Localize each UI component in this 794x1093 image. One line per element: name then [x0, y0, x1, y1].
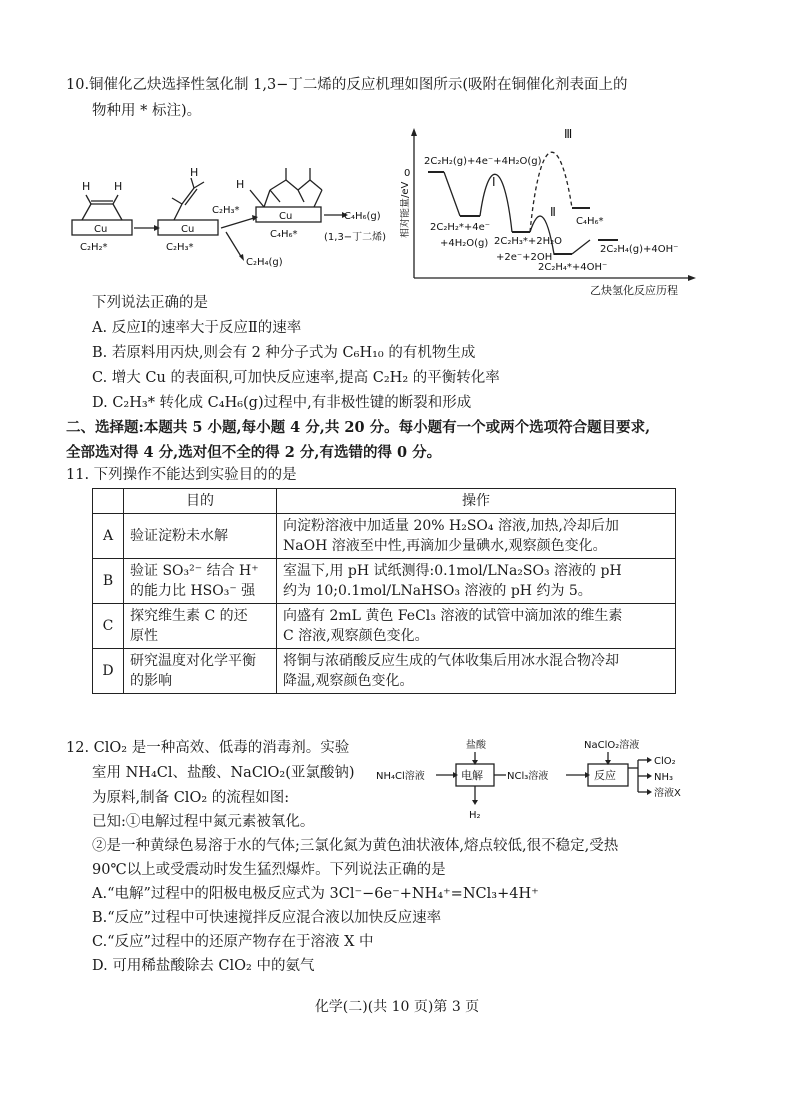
section2-line1: 二、选择题:本题共 5 小题,每小题 4 分,共 20 分。每小题有一个或两个选项符合题目要求,: [66, 419, 651, 436]
row-letter: A: [93, 514, 124, 559]
energy-l3: C₄H₆*: [576, 216, 604, 227]
mechanism-diagram: [66, 140, 406, 280]
q10-option-a: A. 反应Ⅰ的速率大于反应Ⅱ的速率: [92, 320, 302, 336]
goal-line: 探究维生素 C 的还: [130, 608, 248, 624]
cu-label-2: Cu: [181, 224, 195, 235]
q12-line3: 为原料,制备 ClO₂ 的流程如图:: [92, 790, 290, 806]
row-goal: [124, 514, 277, 559]
flow-solx: 溶液X: [654, 788, 681, 799]
energy-l2b: +2e⁻+2OH⁻: [496, 252, 558, 263]
q12-line2: 室用 NH₄Cl、盐酸、NaClO₂(亚氯酸钠): [92, 765, 355, 781]
flow-nh3: NH₃: [654, 772, 674, 783]
c2h3-star-label: C₂H₃*: [166, 242, 194, 253]
op-line: NaOH 溶液至中性,再滴加少量碘水,观察颜色变化。: [283, 538, 607, 554]
energy-zero: 0: [404, 168, 411, 179]
c2h3-arrow-label: C₂H₃*: [212, 205, 240, 216]
q12-option-d: D. 可用稀盐酸除去 ClO₂ 中的氨气: [92, 958, 315, 974]
energy-profile: [400, 128, 700, 300]
op-line: 向盛有 2mL 黄色 FeCl₃ 溶液的试管中滴加浓的维生素: [283, 608, 623, 624]
mech-h-4: H: [236, 178, 245, 191]
header-letter: [93, 489, 124, 514]
header-goal: 目的: [124, 489, 277, 514]
goal-line: 的能力比 HSO₃⁻ 强: [130, 583, 256, 599]
table-row: [93, 514, 676, 559]
cu-label-1: Cu: [94, 224, 108, 235]
q12-option-c: C.“反应”过程中的还原产物存在于溶液 X 中: [92, 934, 374, 950]
energy-l5: 2C₂H₄(g)+4OH⁻: [600, 244, 679, 255]
section2-line2: 全部选对得 4 分,选对但不全的得 2 分,有选错的得 0 分。: [66, 444, 442, 461]
flow-h2: H₂: [469, 810, 481, 821]
q12-line6: 90℃以上或受震动时发生猛烈爆炸。下列说法正确的是: [92, 862, 446, 878]
ts-3: Ⅲ: [564, 128, 573, 141]
row-op: [277, 559, 676, 604]
q12-option-b: B.“反应”过程中可快速搅拌反应混合液以加快反应速率: [92, 910, 442, 926]
q10-option-d: D. C₂H₃* 转化成 C₄H₆(g)过程中,有非极性键的断裂和形成: [92, 395, 472, 411]
c2h4g-label: C₂H₄(g): [246, 257, 283, 268]
goal-line: 研究温度对化学平衡: [130, 653, 256, 669]
flow-hcl: 盐酸: [466, 740, 486, 751]
row-goal: [124, 559, 277, 604]
c2h2-star-label: C₂H₂*: [80, 242, 108, 253]
c4h6-star-label: C₄H₆*: [270, 229, 298, 240]
flow-clo2: ClO₂: [654, 756, 676, 767]
row-op: [277, 514, 676, 559]
goal-line: 原性: [130, 628, 158, 644]
row-op: [277, 649, 676, 694]
op-line: 约为 10;0.1mol/LNaHSO₃ 溶液的 pH 约为 5。: [283, 583, 592, 599]
q12-option-a: A.“电解”过程中的阳极电极反应式为 3Cl⁻−6e⁻+NH₄⁺=NCl₃+4H⁺: [92, 886, 539, 902]
energy-l1b: +4H₂O(g): [440, 238, 489, 249]
table-row: [93, 649, 676, 694]
flow-electrolysis: 电解: [461, 769, 483, 782]
ts-1: Ⅰ: [492, 175, 496, 189]
mech-h-1: H: [82, 180, 91, 193]
c4h6g-label: C₄H₆(g): [344, 211, 381, 222]
q10-prompt: 下列说法正确的是: [92, 295, 208, 311]
op-line: 向淀粉溶液中加适量 20% H₂SO₄ 溶液,加热,冷却后加: [283, 518, 619, 534]
row-goal: [124, 604, 277, 649]
flow-diagram: [376, 738, 686, 834]
mech-h-2: H: [114, 180, 123, 193]
energy-l4: 2C₂H₄*+4OH⁻: [538, 262, 608, 273]
q12-line5: ②是一种黄绿色易溶于水的气体;三氯化氮为黄色油状液体,熔点较低,很不稳定,受热: [92, 838, 619, 854]
row-letter: B: [93, 559, 124, 604]
q10-option-b: B. 若原料用丙炔,则会有 2 种分子式为 C₆H₁₀ 的有机物生成: [92, 345, 476, 361]
table-header-row: [93, 489, 676, 514]
mech-h-3: H: [190, 166, 199, 179]
row-op: [277, 604, 676, 649]
energy-l2a: 2C₂H₃*+2H₂O: [494, 236, 563, 247]
q11-table: [92, 488, 676, 694]
q10-option-c: C. 增大 Cu 的表面积,可加快反应速率,提高 C₂H₂ 的平衡转化率: [92, 370, 500, 386]
q12-line4: 已知:①电解过程中氮元素被氧化。: [92, 814, 315, 830]
table-row: [93, 604, 676, 649]
flow-ncl3: NCl₃溶液: [507, 771, 549, 782]
row-letter: D: [93, 649, 124, 694]
goal-line: 的影响: [130, 673, 172, 689]
row-goal: [124, 649, 277, 694]
energy-start: 2C₂H₂(g)+4e⁻+4H₂O(g): [424, 156, 542, 167]
op-line: C 溶液,观察颜色变化。: [283, 628, 429, 644]
goal-line: 验证 SO₃²⁻ 结合 H⁺: [130, 563, 259, 579]
energy-l1a: 2C₂H₂*+4e⁻: [430, 222, 491, 233]
goal-line: 验证淀粉未水解: [130, 528, 228, 544]
q12-line1: 12. ClO₂ 是一种高效、低毒的消毒剂。实验: [66, 740, 350, 756]
header-op: 操作: [277, 489, 676, 514]
page-footer: 化学(二)(共 10 页)第 3 页: [314, 999, 480, 1015]
cu-label-3: Cu: [279, 211, 293, 222]
q10-stem-line1: 10.铜催化乙炔选择性氢化制 1,3−丁二烯的反应机理如图所示(吸附在铜催化剂表面上的: [66, 77, 628, 93]
ts-2: Ⅱ: [550, 205, 556, 219]
energy-xlabel: 乙炔氢化反应历程: [590, 284, 678, 297]
row-letter: C: [93, 604, 124, 649]
table-row: [93, 559, 676, 604]
op-line: 室温下,用 pH 试纸测得:0.1mol/LNa₂SO₃ 溶液的 pH: [283, 563, 622, 579]
q11-stem: 11. 下列操作不能达到实验目的的是: [66, 467, 297, 483]
q10-stem-line2: 物种用 * 标注)。: [92, 103, 202, 119]
butadiene-label: (1,3−丁二烯): [324, 232, 387, 243]
flow-reaction: 反应: [594, 769, 616, 782]
op-line: 降温,观察颜色变化。: [283, 673, 414, 689]
op-line: 将铜与浓硝酸反应生成的气体收集后用冰水混合物冷却: [283, 653, 619, 669]
energy-ylabel: 相对能量/eV: [400, 181, 411, 238]
flow-nh4cl: NH₄Cl溶液: [376, 771, 425, 782]
flow-naclo2: NaClO₂溶液: [584, 740, 640, 751]
